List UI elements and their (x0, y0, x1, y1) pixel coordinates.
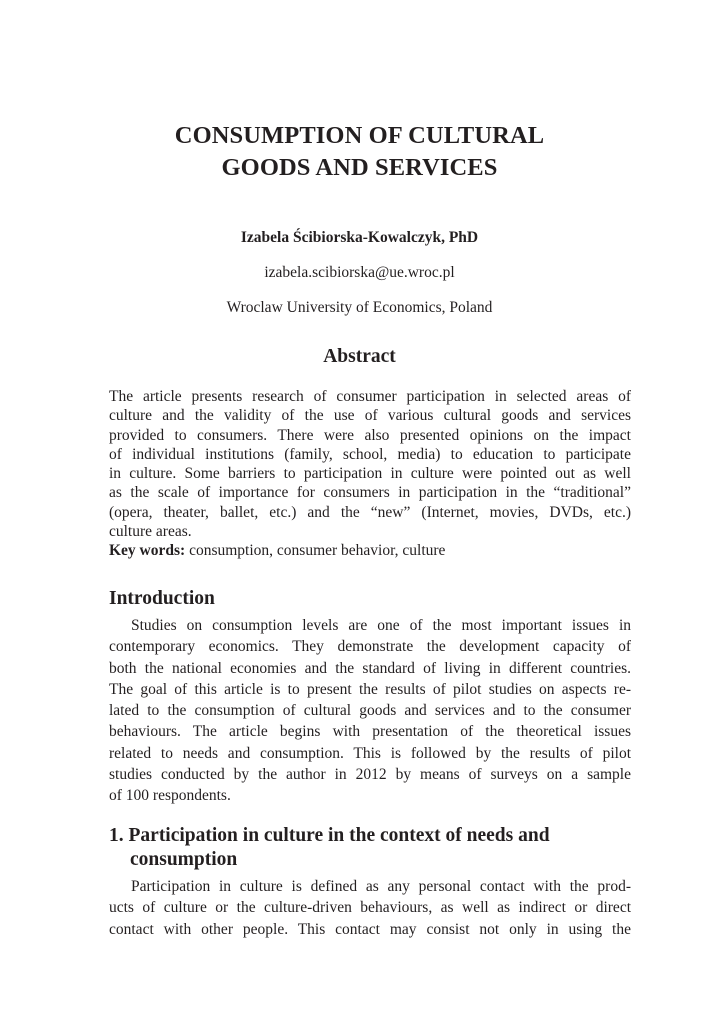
introduction-line: contemporary economics. They demonstrate the development capacity of (109, 638, 631, 656)
keywords-label: Key words: (109, 542, 186, 559)
introduction-line: The goal of this article is to present the results of pilot studies on aspects re- (109, 680, 631, 698)
introduction-line: Studies on consumption levels are one of the most important issues in (131, 617, 631, 634)
section-1-line: Participation in culture is defined as any personal contact with the prod- (131, 878, 631, 895)
abstract-line: (opera, theater, ballet, etc.) and the “new” (Internet, movies, DVDs, etc.) (109, 503, 631, 521)
abstract-line: The article presents research of consumer participation in selected areas of (109, 388, 631, 405)
abstract-body (109, 387, 631, 541)
paper-title (0, 120, 719, 184)
section-1-heading-line-1: 1. Participation in culture in the context of needs and (109, 825, 550, 846)
abstract-line: in culture. Some barriers to participation in culture were pointed out as well (109, 465, 631, 483)
section-1-body (109, 876, 631, 940)
keywords (109, 541, 631, 560)
author-name: Izabela Ścibiorska-Kowalczyk, PhD (240, 229, 479, 246)
keywords-list: consumption, consumer behavior, culture (189, 542, 446, 559)
abstract-heading: Abstract (323, 346, 396, 367)
author-affiliation: Wroclaw University of Economics, Poland (226, 299, 493, 316)
section-1-heading-line-2: consumption (130, 849, 238, 870)
title-line-2: GOODS AND SERVICES (221, 154, 498, 181)
introduction-line: behaviours. The article begins with presentation of the theoretical issues (109, 723, 631, 741)
abstract-line: culture and the validity of the use of various cultural goods and services (109, 407, 631, 425)
section-1-line: contact with other people. This contact may consist not only in using the (109, 920, 631, 938)
introduction-body (109, 615, 631, 807)
abstract-line: as the scale of importance for consumers in participation in the “traditional” (109, 484, 631, 502)
abstract-line: culture areas. (109, 523, 192, 541)
introduction-heading: Introduction (109, 588, 215, 609)
introduction-line: of 100 respondents. (109, 787, 231, 805)
introduction-line: lated to the consumption of cultural goods and services and to the consumer (109, 702, 631, 720)
introduction-line: studies conducted by the author in 2012 by means of surveys on a sample (109, 766, 631, 784)
introduction-line: both the national economies and the standard of living in different countries. (109, 659, 631, 677)
abstract-line: provided to consumers. There were also presented opinions on the impact (109, 426, 631, 444)
author-email: izabela.scibiorska@ue.wroc.pl (264, 264, 455, 281)
section-1-heading (109, 824, 631, 872)
abstract-line: of individual institutions (family, school, media) to education to participate (109, 445, 631, 463)
title-line-1: CONSUMPTION OF CULTURAL (174, 122, 545, 149)
introduction-line: related to needs and consumption. This is followed by the results of pilot (109, 744, 631, 762)
section-1-line: ucts of culture or the culture-driven behaviours, as well as indirect or direct (109, 899, 631, 917)
